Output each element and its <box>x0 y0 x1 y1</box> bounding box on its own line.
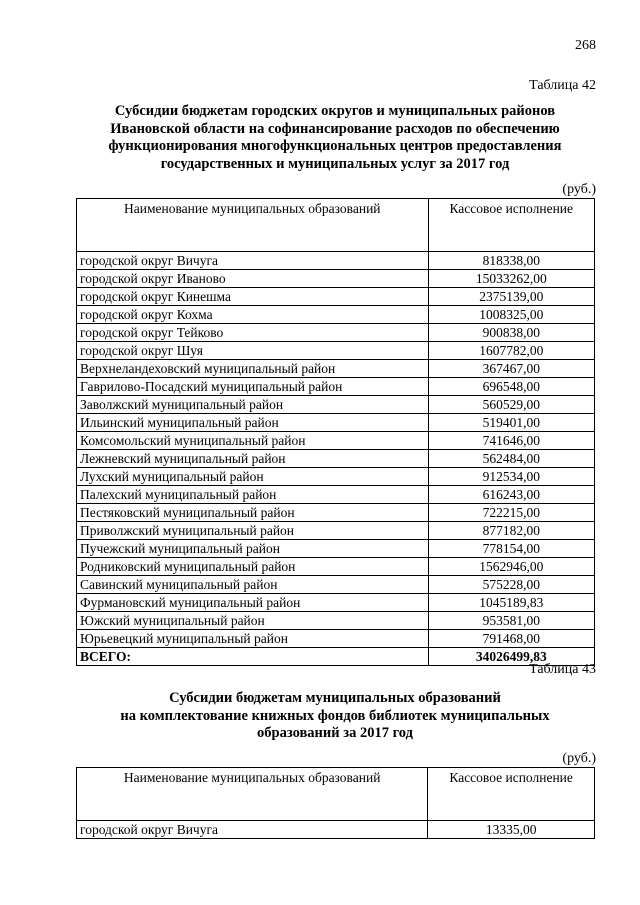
cell-name: городской округ Вичуга <box>77 252 429 270</box>
cell-name: городской округ Шуя <box>77 342 429 360</box>
cell-value: 1045189,83 <box>428 594 594 612</box>
cell-value: 519401,00 <box>428 414 594 432</box>
title-line: функционирования многофункциональных центров предоставления <box>108 138 562 154</box>
cell-name: Пестяковский муниципальный район <box>77 504 429 522</box>
cell-name: Приволжский муниципальный район <box>77 522 429 540</box>
cell-value: 13335,00 <box>428 821 595 839</box>
total-label: ВСЕГО: <box>77 648 429 666</box>
table-header-row <box>77 768 595 821</box>
column-header-name: Наименование муниципальных образований <box>77 768 428 821</box>
table-42-title <box>60 103 610 173</box>
table-row <box>77 450 595 468</box>
table-42-label: Таблица 42 <box>529 78 596 93</box>
column-header-name: Наименование муниципальных образований <box>77 199 429 252</box>
cell-name: Юрьевецкий муниципальный район <box>77 630 429 648</box>
table-row <box>77 540 595 558</box>
table-43-label: Таблица 43 <box>529 662 596 677</box>
title-line: образований за 2017 год <box>257 725 413 741</box>
page-number: 268 <box>575 38 596 53</box>
cell-name: Палехский муниципальный район <box>77 486 429 504</box>
cell-name: Гаврилово-Посадский муниципальный район <box>77 378 429 396</box>
cell-name: Пучежский муниципальный район <box>77 540 429 558</box>
title-line: Субсидии бюджетам муниципальных образований <box>169 690 501 706</box>
column-header-value: Кассовое исполнение <box>428 768 595 821</box>
table-43-unit: (руб.) <box>562 751 596 766</box>
table-43 <box>76 767 595 839</box>
table-row <box>77 396 595 414</box>
cell-name: городской округ Вичуга <box>77 821 428 839</box>
table-row <box>77 288 595 306</box>
table-row <box>77 522 595 540</box>
total-row <box>77 648 595 666</box>
cell-value: 1562946,00 <box>428 558 594 576</box>
cell-name: Заволжский муниципальный район <box>77 396 429 414</box>
table-row <box>77 270 595 288</box>
cell-value: 1008325,00 <box>428 306 594 324</box>
table-42-unit: (руб.) <box>562 182 596 197</box>
table-row <box>77 414 595 432</box>
cell-value: 741646,00 <box>428 432 594 450</box>
table-row <box>77 324 595 342</box>
title-line: на комплектование книжных фондов библиотек муниципальных <box>120 707 550 724</box>
title-line: Ивановской области на софинансирование расходов по обеспечению <box>110 120 560 137</box>
cell-name: Лухский муниципальный район <box>77 468 429 486</box>
cell-value: 2375139,00 <box>428 288 594 306</box>
table-row <box>77 504 595 522</box>
table-row <box>77 468 595 486</box>
cell-value: 1607782,00 <box>428 342 594 360</box>
cell-value: 562484,00 <box>428 450 594 468</box>
total-value: 34026499,83 <box>428 648 594 666</box>
table-row <box>77 821 595 839</box>
table-row <box>77 576 595 594</box>
cell-name: городской округ Кинешма <box>77 288 429 306</box>
column-header-value: Кассовое исполнение <box>428 199 594 252</box>
cell-name: Лежневский муниципальный район <box>77 450 429 468</box>
cell-name: Ильинский муниципальный район <box>77 414 429 432</box>
cell-value: 367467,00 <box>428 360 594 378</box>
title-line: Субсидии бюджетам городских округов и муниципальных районов <box>114 103 556 119</box>
cell-value: 877182,00 <box>428 522 594 540</box>
table-row <box>77 342 595 360</box>
table-row <box>77 558 595 576</box>
cell-value: 912534,00 <box>428 468 594 486</box>
cell-name: Савинский муниципальный район <box>77 576 429 594</box>
cell-value: 900838,00 <box>428 324 594 342</box>
cell-value: 575228,00 <box>428 576 594 594</box>
cell-value: 953581,00 <box>428 612 594 630</box>
cell-name: городской округ Кохма <box>77 306 429 324</box>
cell-name: Родниковский муниципальный район <box>77 558 429 576</box>
table-row <box>77 360 595 378</box>
table-43-title <box>60 690 610 743</box>
cell-value: 778154,00 <box>428 540 594 558</box>
cell-name: Верхнеландеховский муниципальный район <box>77 360 429 378</box>
table-row <box>77 378 595 396</box>
table-row <box>77 486 595 504</box>
table-row <box>77 630 595 648</box>
title-line: государственных и муниципальных услуг за 2017 год <box>160 155 510 172</box>
table-row <box>77 612 595 630</box>
cell-value: 696548,00 <box>428 378 594 396</box>
cell-value: 616243,00 <box>428 486 594 504</box>
cell-name: Комсомольский муниципальный район <box>77 432 429 450</box>
cell-value: 791468,00 <box>428 630 594 648</box>
cell-value: 818338,00 <box>428 252 594 270</box>
table-row <box>77 432 595 450</box>
table-row <box>77 594 595 612</box>
table-header-row <box>77 199 595 252</box>
cell-value: 15033262,00 <box>428 270 594 288</box>
table-row <box>77 252 595 270</box>
cell-name: Фурмановский муниципальный район <box>77 594 429 612</box>
table-42 <box>76 198 595 666</box>
cell-name: городской округ Иваново <box>77 270 429 288</box>
cell-name: городской округ Тейково <box>77 324 429 342</box>
table-row <box>77 306 595 324</box>
cell-name: Южский муниципальный район <box>77 612 429 630</box>
cell-value: 722215,00 <box>428 504 594 522</box>
cell-value: 560529,00 <box>428 396 594 414</box>
